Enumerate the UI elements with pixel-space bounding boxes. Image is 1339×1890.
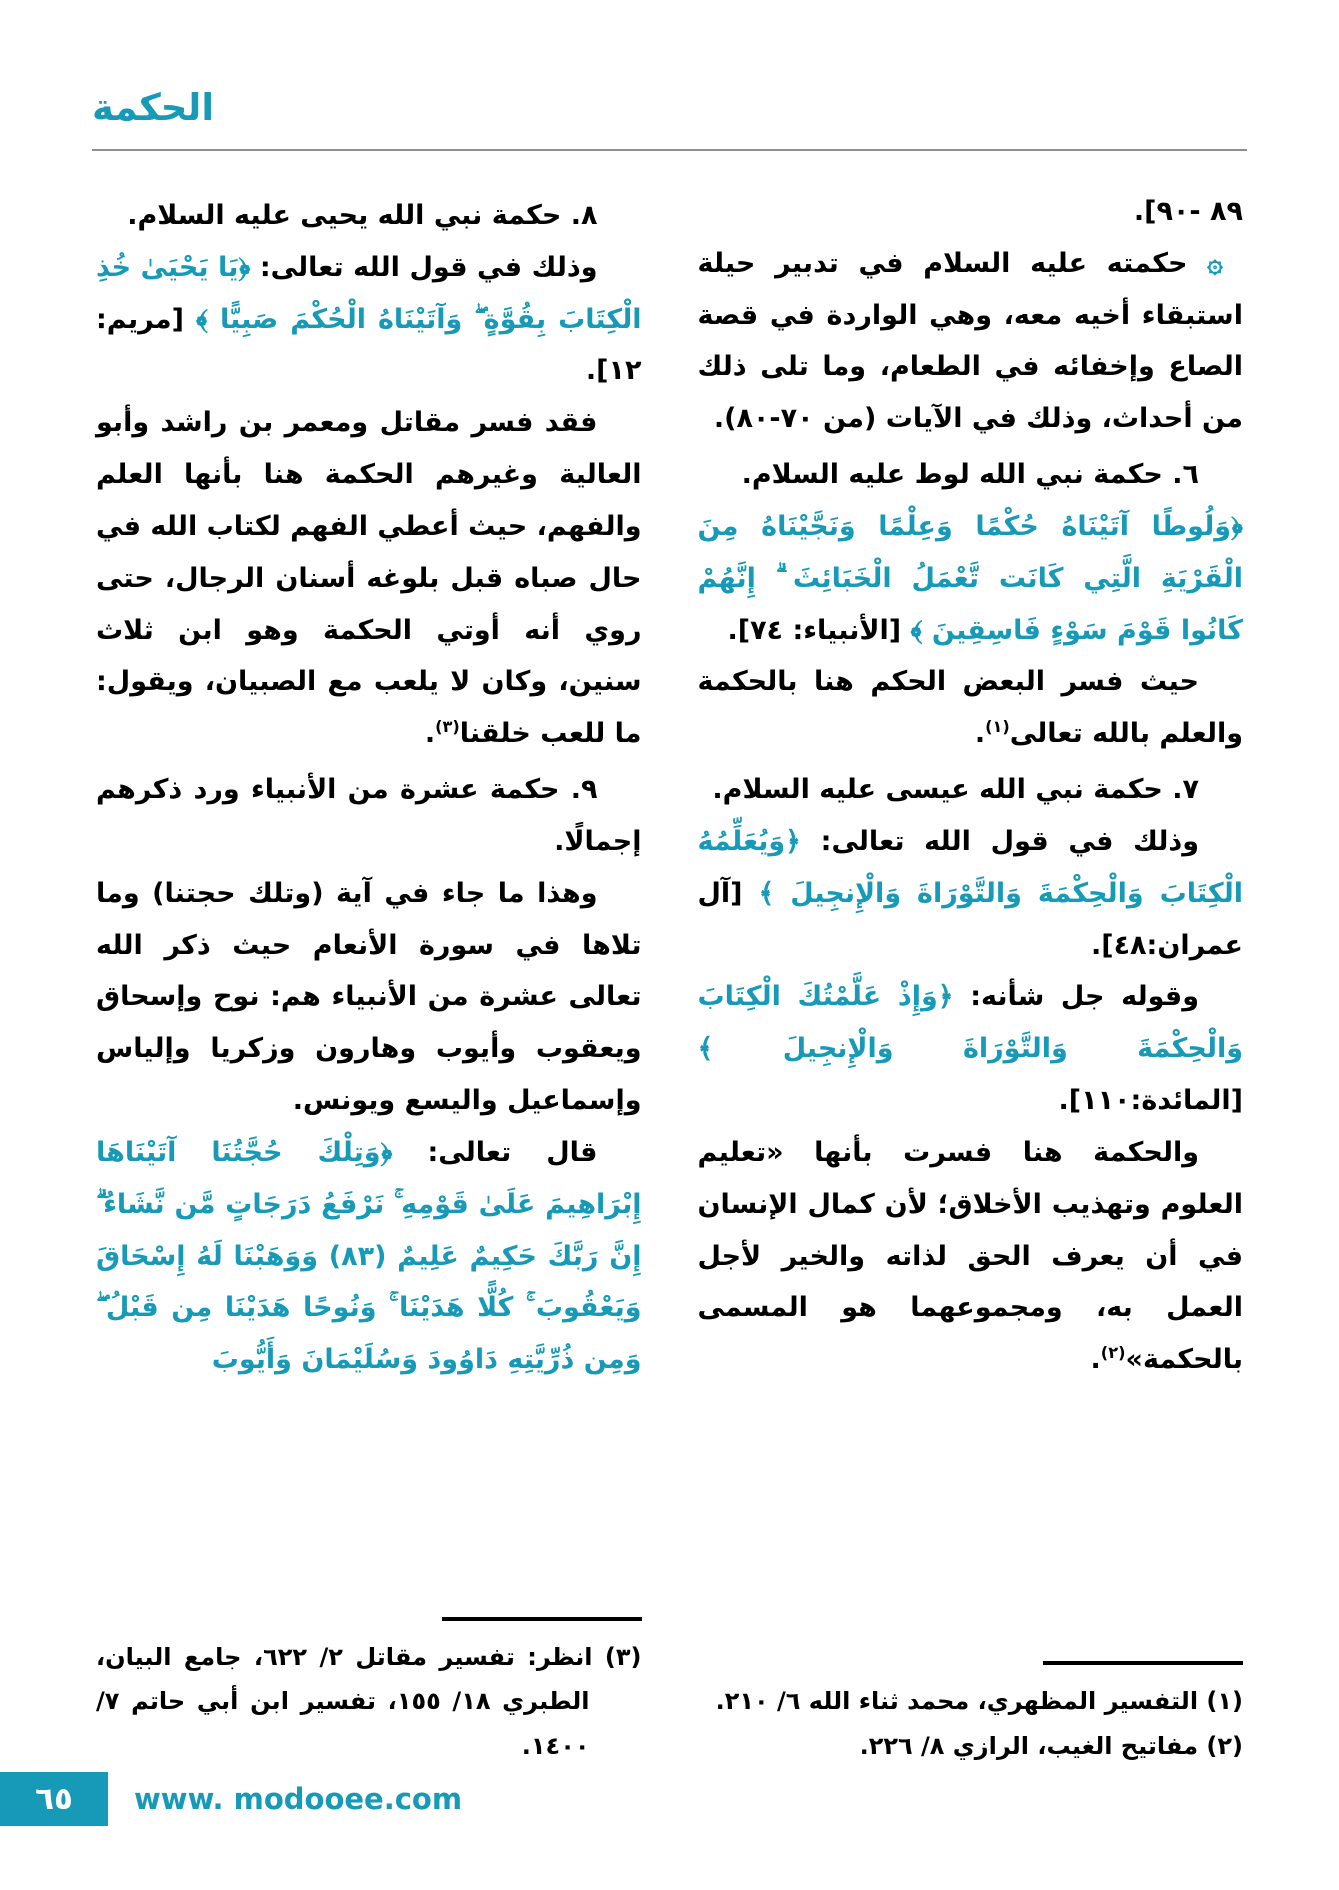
quran-verse-text: ﴿وَتِلْكَ حُجَّتُنَا آتَيْنَاهَا إِبْرَاهِيمَ عَلَىٰ قَوْمِهِ ۚ نَرْفَعُ دَرَجَاتٍ مَّن نَّشَاءُ ۗ إِنَّ رَبَّكَ حَكِيمٌ عَلِيمٌ (٨٣) وَوَهَبْنَا لَهُ إِسْحَاقَ وَيَعْقُوبَ ۚ كُلًّا هَدَيْنَا ۚ وَنُوحًا هَدَيْنَا مِن قَبْلُ ۖ وَمِن ذُرِّيَّتِهِ دَاوُودَ وَسُلَيْمَانَ وَأَيُّوبَ: [96, 1136, 642, 1376]
body-text: (٣) انظر: تفسير مقاتل ٢/ ٦٢٢، جامع البيان، الطبري ١٨/ ١٥٥، تفسير ابن أبي حاتم ٧/ ١٤٠٠.: [96, 1642, 642, 1760]
body-text: .: [1090, 1344, 1101, 1376]
para: [698, 656, 1244, 760]
body-text: وذلك في قول الله تعالى:: [800, 825, 1199, 857]
body-text: وقوله جل شأنه:: [953, 981, 1199, 1013]
heading: [96, 764, 642, 868]
body-text: (٢) مفاتيح الغيب، الرازي ٨/ ٢٢٦.: [859, 1731, 1243, 1760]
footnote: [96, 1635, 642, 1768]
left-column-text: [96, 186, 642, 1386]
quran-verse-text: ﴿وَيُعَلِّمُهُ الْكِتَابَ وَالْحِكْمَةَ وَالتَّوْرَاةَ وَالْإِنجِيلَ ﴾: [697, 825, 1243, 909]
quran-verse-text: ﴿وَلُوطًا آتَيْنَاهُ حُكْمًا وَعِلْمًا وَنَجَّيْنَاهُ مِنَ الْقَرْيَةِ الَّتِي كَانَت تَّعْمَلُ الْخَبَائِثَ ۗ إِنَّهُمْ كَانُوا قَوْمَ سَوْءٍ فَاسِقِينَ ﴾: [697, 510, 1243, 646]
body-text: ٩. حكمة عشرة من الأنبياء ورد ذكرهم إجمالًا.: [96, 774, 642, 857]
footnote: [698, 1679, 1244, 1723]
page-body: [96, 186, 1243, 1768]
body-text: فقد فسر مقاتل ومعمر بن راشد وأبو العالية وغيرهم الحكمة هنا بأنها العلم والفهم، حيث أعطي الفهم لكتاب الله في حال صباه قبل بلوغه أسنان الرجال، حتى روي أنه أوتي الحكمة وهو ابن ثلاث سنين، وكان لا يلعب مع الصبيان، ويقول: ما للعب خلقنا: [96, 407, 642, 750]
right-footnotes: [698, 1651, 1244, 1768]
page-number: ٦٥: [35, 1781, 73, 1817]
para: [96, 1127, 642, 1386]
quran-verse-text: ﴿وَإِذْ عَلَّمْتُكَ الْكِتَابَ وَالْحِكْمَةَ وَالتَّوْرَاةَ وَالْإِنجِيلَ ﴾: [697, 981, 1243, 1065]
body-text: .: [424, 718, 436, 750]
rosette-ornament-icon: ۞: [1187, 247, 1223, 279]
ref-line: [698, 186, 1244, 238]
para: [96, 242, 642, 397]
right-footnote-list: [698, 1679, 1244, 1768]
body-text: وهذا ما جاء في آية (وتلك حجتنا) وما تلاها في سورة الأنعام حيث ذكر الله تعالى عشرة من الأنبياء هم: نوح وإسحاق ويعقوب وأيوب وهارون وزكريا وإلياس وإسماعيل واليسع ويونس.: [96, 877, 642, 1117]
para: [698, 971, 1244, 1126]
heading: [96, 190, 642, 242]
footnote-ref: (٣): [435, 717, 460, 737]
right-column-text: [698, 186, 1244, 1386]
body-text: [المائدة:١١٠].: [1058, 1085, 1243, 1117]
right-column: [698, 186, 1244, 1768]
body-text: (١) التفسير المظهري، محمد ثناء الله ٦/ ٢١٠.: [715, 1687, 1243, 1716]
body-text: [مريم: ١٢].: [96, 303, 642, 387]
heading: [698, 449, 1244, 501]
footnote-ref: (١): [985, 717, 1010, 737]
para-marker: [698, 238, 1244, 445]
footnote-separator: [1043, 1661, 1243, 1665]
body-text: .: [974, 718, 986, 750]
heading: [698, 764, 1244, 816]
quran-verse-text: ﴿يَا يَحْيَىٰ خُذِ الْكِتَابَ بِقُوَّةٍ ۖ وَآتَيْنَاهُ الْحُكْمَ صَبِيًّا ﴾: [96, 251, 642, 335]
body-text: [الأنبياء: ٧٤].: [727, 614, 902, 646]
para: [96, 868, 642, 1127]
body-text: ٨٩ -٩٠].: [1133, 196, 1243, 227]
body-text: حيث فسر البعض الحكم هنا بالحكمة والعلم بالله تعالى: [697, 666, 1243, 750]
page-header-title: الحكمة: [92, 86, 215, 129]
footnote-separator: [442, 1617, 642, 1621]
para: [96, 397, 642, 760]
left-column: [96, 186, 642, 1768]
body-text: [آل عمران:٤٨].: [697, 877, 1243, 961]
left-footnotes: [96, 1607, 642, 1768]
body-text: ٨. حكمة نبي الله يحيى عليه السلام.: [127, 200, 598, 231]
body-text: والحكمة هنا فسرت بأنها «تعليم العلوم وتهذيب الأخلاق؛ لأن كمال الإنسان في أن يعرف الحق لذاته والخير لأجل العمل به، ومجموعهما هو المسمى بالحكمة»: [697, 1136, 1243, 1376]
verse-block: [698, 501, 1244, 656]
para: [698, 1127, 1244, 1386]
body-text: قال تعالى:: [392, 1136, 598, 1168]
footnote-ref: (٢): [1100, 1343, 1126, 1363]
footnote: [698, 1724, 1244, 1768]
body-text: ٧. حكمة نبي الله عيسى عليه السلام.: [712, 774, 1199, 806]
para: [698, 816, 1244, 971]
body-text: حكمته عليه السلام في تدبير حيلة استبقاء أخيه معه، وهي الواردة في قصة الصاع وإخفائه في الطعام، وما تلى ذلك من أحداث، وذلك في الآيات (من ٧٠-٨٠).: [697, 247, 1243, 435]
body-text: ٦. حكمة نبي الله لوط عليه السلام.: [741, 459, 1199, 491]
left-footnote-list: [96, 1635, 642, 1768]
header-divider: [92, 149, 1247, 151]
website-text: www. modooee.com: [134, 1782, 463, 1816]
body-text: وذلك في قول الله تعالى:: [250, 251, 598, 283]
page-number-badge: [0, 1772, 108, 1826]
